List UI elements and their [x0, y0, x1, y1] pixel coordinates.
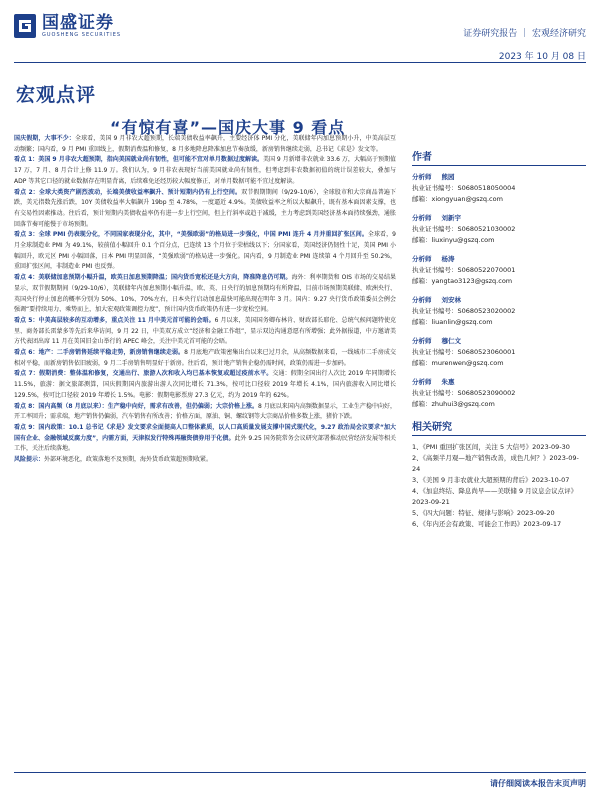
paragraph-highlight: 看点 8：国内高频（8 月底以来）：生产稳中向好，需求有改善，但仍偏弱；大宗价格上涨。: [14, 402, 259, 410]
author-cert: 执业证书编号：S0680523020002: [412, 307, 516, 315]
report-meta: [463, 26, 586, 62]
author-name: 刘新宇: [441, 214, 461, 222]
author-role: 分析师: [412, 296, 432, 304]
author-role: 分析师: [412, 378, 432, 386]
body-paragraph: [14, 402, 396, 423]
author-name: 刘安林: [441, 296, 461, 304]
paragraph-text: 海外：利率期货和 OIS 市场的交易结果显示，双节假期期间（9/29-10/6），美联储年内加息预期小幅升温，欧、英、日央行的加息预期均有所降温，目前市场预期美联储、欧洲央行、英国央行停止加息的概率分别为 50%、10%、70%左右，日本央行启动加息最快可能出现在明年 3 月。国内：9.27 央行货币政策委员会例会强调“要持续用力、乘势而上，加大宏观政策调控力度”，预计国内货币政策仍有进一步宽松空间。: [14, 274, 396, 314]
author-role: 分析师: [412, 214, 432, 222]
paragraph-highlight: 看点 6：地产：二手房销售延续平稳走势，新房销售继续走弱。: [14, 349, 185, 357]
paragraph-text: 6 月以来，美国国务卿布林肯、财政部长耶伦、总统气候问题特使克里、商务部长雷蒙多等先后来华访问，9 月 22 日，中美双方成立“经济和金融工作组”，显示双边沟通意愿有所增强；此外据报道，中方邀请美方代表团出席 11 月在美国旧金山举行的 APEC 峰会，关注中美元首可能的会晤。: [14, 316, 396, 346]
author-card: [412, 336, 586, 369]
author-email[interactable]: 邮箱：zhuhui3@gszq.com: [412, 400, 495, 408]
author-role: 分析师: [412, 173, 432, 181]
author-cert: 执业证书编号：S0680522070001: [412, 266, 516, 274]
paragraph-highlight: 风险提示：: [14, 456, 45, 464]
body-paragraph: [14, 134, 396, 155]
body-paragraph: [14, 188, 396, 231]
paragraph-highlight: 国庆假期，大事不少：: [14, 135, 75, 142]
author-cert: 执业证书编号：S0680523060001: [412, 348, 516, 356]
author-card: [412, 213, 586, 246]
body-paragraph: [14, 155, 396, 187]
footer-divider: [14, 772, 586, 773]
paragraph-highlight: 看点 3：全球 PMI 仍表现分化，不同国家表现分化，其中，“美强欧弱”的格局进一步强化，中国 PMI 连升 4 月并重回扩张区间。: [14, 231, 368, 239]
paragraph-highlight: 看点 2：全球大类资产剧烈波动，长端美债收益率飙升、预计短期内仍有上行空间。: [14, 188, 242, 196]
related-item[interactable]: 5、《四大问题：特征、规律与影响》2023-09-20: [412, 509, 555, 517]
author-name: 朱惠: [441, 378, 455, 386]
related-item[interactable]: 4、《加息终结、降息尚早——美联储 9 月议息会议点评》2023-09-21: [412, 487, 578, 506]
author-email[interactable]: 邮箱：xiongyuan@gszq.com: [412, 195, 503, 203]
author-card: [412, 295, 586, 328]
body-paragraph: [14, 348, 396, 369]
paragraph-text: 美国 9 月新增非农就业 33.6 万，大幅高于预期值 17 万，7 月、8 月合计上修 11.9 万。我们认为，9 月非农表现好当前美国就业尚有韧性，但考虑到非农数据初值的统计误差较大，叠加与 ADP 等其它口径的就业数据存在明显背离，后续难免还经历较大幅度修正，对单月数据可能不宜过度解读。: [14, 156, 396, 185]
author-cert: 执业证书编号：S0680521030002: [412, 225, 516, 233]
paragraph-text: 此外 9.25 国务院常务会议研究部署推动民营经济发展等相关工作，关注后续落地。: [14, 434, 396, 453]
brand-logo: [14, 14, 121, 38]
author-name: 穆仁文: [441, 337, 461, 345]
related-item[interactable]: 2、《高频半月观—地产销售改善，成色几何？》2023-09-24: [412, 454, 579, 473]
author-email[interactable]: 邮箱：murenwen@gszq.com: [412, 359, 504, 367]
footer-disclaimer: 请仔细阅读本报告末页声明: [490, 779, 586, 788]
paragraph-highlight: 看点 4：美联储加息预期小幅升温，欧英日加息预期降温；国内货币宽松还是大方向，降准降息仍可期。: [14, 274, 292, 282]
author-card: [412, 377, 586, 410]
related-item[interactable]: 3、《美国 9 月非农就业大超预期的背后》2023-10-07: [412, 476, 570, 484]
brand-name-en: GUOSHENG SECURITIES: [42, 32, 122, 38]
authors-heading: 作者: [412, 148, 586, 166]
related-list: [412, 442, 586, 530]
author-cert: 执业证书编号：S0680523090002: [412, 389, 516, 397]
body-paragraph: [14, 423, 396, 455]
author-cert: 执业证书编号：S0680518050004: [412, 184, 516, 192]
guosheng-logo-icon: [14, 14, 36, 38]
body-paragraph: [14, 316, 396, 348]
related-heading: 相关研究: [412, 418, 586, 436]
paragraph-highlight: 看点 7：假期消费：整体温和修复，交通出行、旅游人次和收入均已基本恢复或超过疫前水平。: [14, 370, 273, 378]
brand-name: 国盛证券: [42, 13, 114, 33]
paragraph-text: 交通：假期全国出行人次比 2019 年同期增长 11.5%，旅游：据文旅部测算，国庆假期国内旅游出游人次同比增长 71.3%，按可比口径较 2019 年增长 4.1%，国内旅游收入同比增长 129.5%，按可比口径较 2019 年增长 1.5%。电影：假期电影票房 27.3 亿元，约为 2019 年的 62%。: [14, 370, 396, 399]
paragraph-text: 8 月底以来国内高频数据显示，工业生产稳中向好，开工率回升；需求端，地产销售仍偏弱，汽车销售有所改善；价格方面，原油、铜、螺纹钢等大宗商品价格多数上涨，猪价下跌。: [14, 402, 396, 421]
author-role: 分析师: [412, 255, 432, 263]
author-name: 杨涛: [441, 255, 455, 263]
author-card: [412, 172, 586, 205]
paragraph-highlight: 看点 5：中美高层较多的互动增多，重点关注 11 月中美元首可能的会晤。: [14, 316, 215, 324]
paragraph-highlight: 看点 1：美国 9 月非农大超预期，指向美国就业尚有韧性，但可能不宜对单月数据过度解读。: [14, 156, 263, 164]
author-email[interactable]: 邮箱：yangtao3123@gszq.com: [412, 277, 513, 285]
related-item[interactable]: 6、《年内还会有政策、可能会工作吗》2023-09-17: [412, 520, 562, 528]
report-type: 证券研究报告 ｜ 宏观经济研究: [463, 29, 586, 39]
paragraph-text: 全球看，9 月全球制造业 PMI 为 49.1%，较前值小幅回升 0.1 个百分点，已连续 13 个月位于荣枯线以下；分国家看，美国经济仍韧性十足，美国 PMI 小幅回升，欧元区 PMI 小幅回落，日本 PMI 明显回落，“美强欧弱”的格局进一步强化。国内看，9 月制造业 PMI 连续第 4 个月回升至 50.2%，重回扩张区间，非制造业 PMI 也反弹。: [14, 231, 396, 271]
author-email[interactable]: 邮箱：liuanlin@gszq.com: [412, 318, 493, 326]
report-body: [14, 134, 396, 770]
sidebar: [412, 148, 586, 530]
paragraph-text: 双节假期期间（9/29-10/6），全球股市和大宗商品普遍下跌，美元指数先涨后跌，10Y 美债收益率大幅飙升 19bp 至 4.78%，一度逼近 4.9%。美债收益率之所以大幅飙升，既有基本面因素支撑，也有交易性因素推动。往后看，预计短期内美债收益率仍有进一步上行空间，但上行斜率或趋于减缓，主力考虑到美国经济基本面持续强劲，通胀回落节奏可能慢于市场预期。: [14, 188, 396, 228]
body-paragraph: [14, 273, 396, 316]
body-paragraph: [14, 369, 396, 401]
author-email[interactable]: 邮箱：liuxinyu@gszq.com: [412, 236, 495, 244]
paragraph-text: 外部环境恶化，政策落地不及预期，海外货币政策超预期收紧。: [44, 456, 213, 464]
authors-list: [412, 172, 586, 410]
paragraph-text: 8 月底地产政策密集出台以来已过月余，从高频数据来看，一线城市二手房成交相对平稳，而新房销售依旧疲弱，9 月二手房销售明显好于新房。往后看，预计地产销售企稳仍需时间，政策仍需进一步加码。: [14, 349, 396, 367]
author-name: 熊园: [441, 173, 455, 181]
doc-type: 宏观点评: [16, 84, 97, 106]
body-paragraph: [14, 455, 396, 466]
body-paragraph: [14, 230, 396, 273]
paragraph-text: 全球看，美国 9 月非农大超预期，长端美债收益率飙升，主要经济体 PMI 分化，美联储年内加息预期小升，中美高层互动频繁；国内看，9 月 PMI 重回线上，假期消费温和修复，8 月多地降息降准加息节奏放缓，新房销售继续走弱，总书记《求是》发文等。: [14, 135, 396, 153]
paragraph-highlight: 看点 9：国内政策：10.1 总书记《求是》发文要求全面提高人口整体素质，以人口高质量发展支撑中国式现代化，9.27 政治局会议要求“加大国有企业、金融领域反腐力度”，内需方面，天津拟发行特殊再融资债券用于化债。: [14, 423, 396, 442]
author-card: [412, 254, 586, 287]
page-title: “有惊有喜”—国庆大事 9 看点: [110, 118, 346, 137]
author-role: 分析师: [412, 337, 432, 345]
related-item[interactable]: 1、《PMI 重回扩张区间，关注 5 大信号》2023-09-30: [412, 443, 570, 451]
header-divider: [14, 62, 586, 63]
report-date: 2023 年 10 月 08 日: [498, 52, 586, 62]
